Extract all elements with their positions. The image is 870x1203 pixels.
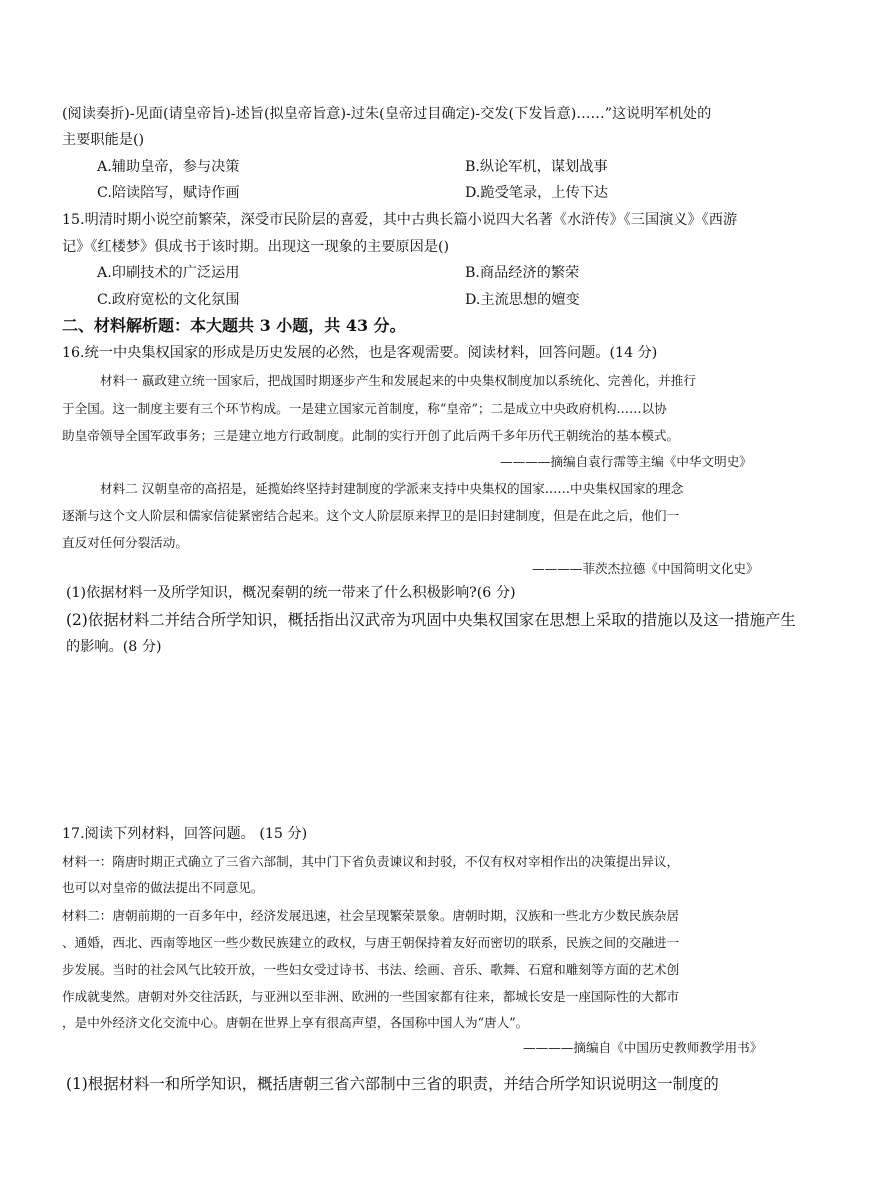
q16-stem: 16.统一中央集权国家的形成是历史发展的必然，也是客观需要。阅读材料，回答问题。(14 分) (62, 345, 658, 361)
q17-material-2-line-1: 材料二：唐朝前期的一百多年中，经济发展迅速，社会呈现繁荣景象。唐朝时期，汉族和一些北方少数民族杂居 (62, 908, 680, 923)
q16-material-2-line-3: 直反对任何分裂活动。 (62, 535, 188, 550)
q16-subquestion-1: (1)依据材料一及所学知识，概况秦朝的统一带来了什么积极影响?(6 分) (66, 585, 516, 601)
q15-option-a: A.印刷技术的广泛运用 (97, 265, 240, 281)
q16-material-2-line-1: 材料二 汉朝皇帝的高招是，延揽始终坚持封建制度的学派来支持中央集权的国家……中央集权国家的理念 (100, 481, 684, 496)
q15-option-d: D.主流思想的嬗变 (465, 292, 580, 308)
q17-material-1-line-2: 也可以对皇帝的做法提出不同意见。 (62, 880, 264, 895)
q16-material-1-source: ————摘编自袁行霈等主编《中华文明史》 (500, 454, 752, 469)
q16-subquestion-2-line-1: (2)依据材料二并结合所学知识，概括指出汉武帝为巩固中央集权国家在思想上采取的措施以及这一措施产生 (66, 611, 796, 629)
q15-option-c: C.政府宽松的文化氛围 (97, 292, 240, 308)
q15-option-b: B.商品经济的繁荣 (465, 265, 580, 281)
q15-stem-line-1: 15.明清时期小说空前繁荣，深受市民阶层的喜爱，其中古典长篇小说四大名著《水浒传》《三国演义》《西游 (62, 212, 738, 228)
q17-source: ————摘编自《中国历史教师教学用书》 (523, 1040, 763, 1055)
q17-subquestion-1: (1)根据材料一和所学知识，概括唐朝三省六部制中三省的职责，并结合所学知识说明这一制度的 (66, 1075, 719, 1093)
q17-material-2-line-5: ，是中外经济文化交流中心。唐朝在世界上享有很高声望，各国称中国人为“唐人”。 (62, 1015, 529, 1030)
q14-option-b: B.纵论军机，谋划战事 (465, 159, 608, 175)
q16-subquestion-2-line-2: 的影响。(8 分) (66, 639, 162, 655)
q16-material-1-line-3: 助皇帝领导全国军政事务；三是建立地方行政制度。此制的实行开创了此后两千多年历代王朝统治的基本模式。 (62, 428, 680, 443)
q17-stem: 17.阅读下列材料，回答问题。 (15 分) (62, 826, 308, 842)
section-heading: 二、材料解析题：本大题共 3 小题，共 43 分。 (62, 316, 406, 335)
q17-material-2-line-2: 、通婚，西北、西南等地区一些少数民族建立的政权，与唐王朝保持着友好而密切的联系，民族之间的交融进一 (62, 935, 680, 950)
q17-material-2-line-3: 步发展。当时的社会风气比较开放，一些妇女受过诗书、书法、绘画、音乐、歌舞、石窟和雕刻等方面的艺术创 (62, 962, 680, 977)
q14-stem-line-1: (阅读奏折)-见面(请皇帝旨)-述旨(拟皇帝旨意)-过朱(皇帝过目确定)-交发(下发旨意)……”这说明军机处的 (62, 106, 712, 122)
q14-stem-line-2: 主要职能是() (62, 132, 145, 148)
q16-material-1-line-1: 材料一 嬴政建立统一国家后，把战国时期逐步产生和发展起来的中央集权制度加以系统化、完善化，并推行 (100, 373, 696, 388)
q14-option-c: C.陪读陪写，赋诗作画 (97, 185, 240, 201)
q14-option-d: D.跪受笔录，上传下达 (465, 185, 609, 201)
q17-material-1-line-1: 材料一：隋唐时期正式确立了三省六部制，其中门下省负责谏议和封驳，不仅有权对宰相作出的决策提出异议， (62, 854, 680, 869)
q15-stem-line-2: 记》《红楼梦》俱成书于该时期。出现这一现象的主要原因是() (62, 239, 450, 255)
q16-material-1-line-2: 于全国。这一制度主要有三个环节构成。一是建立国家元首制度，称“皇帝”；二是成立中央政府机构……以协 (62, 401, 667, 416)
q17-material-2-line-4: 作成就斐然。唐朝对外交往活跃，与亚洲以至非洲、欧洲的一些国家都有往来，都城长安是一座国际性的大都市 (62, 989, 680, 1004)
q16-material-2-source: ————菲茨杰拉德《中国简明文化史》 (532, 561, 759, 576)
q14-option-a: A.辅助皇帝，参与决策 (97, 159, 240, 175)
q16-material-2-line-2: 逐渐与这个文人阶层和儒家信徒紧密结合起来。这个文人阶层原来捍卫的是旧封建制度，但是在此之后，他们一 (62, 508, 680, 523)
